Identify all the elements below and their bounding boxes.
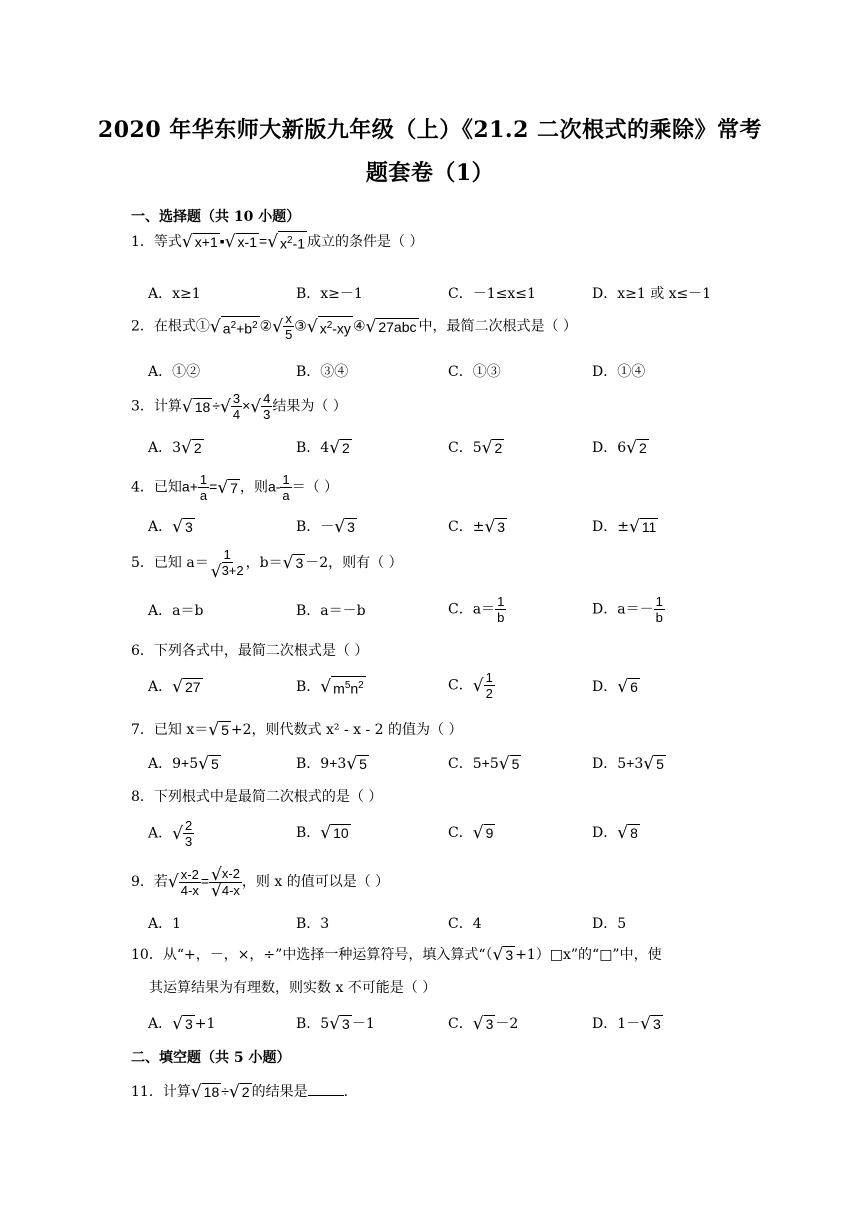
question-5: 5．已知 a＝ $\frac{1}{√3+2}$ ，b＝√ 3 －2，则有（ ） [131, 547, 403, 582]
q6-option-b[interactable]: B．√ $m^5n^2$ [296, 677, 364, 697]
question-4: 4．已知a+ $\frac{1}{a}$ =√ 7 ，则a- $\frac{1}{a}$ ＝（ ） [131, 472, 339, 503]
q9-option-d[interactable]: D．5 [592, 916, 627, 932]
question-1: 1．等式√ x+1 ▪√ x-1 =√ $x^2-1$ 成立的条件是（ ） [131, 232, 424, 252]
q10-option-c[interactable]: C．√ 3 －2 [448, 1014, 519, 1034]
page-title-line1: 2020 年华东师大新版九年级（上）《21.2 二次根式的乘除》常考 [97, 117, 763, 143]
q8-option-c[interactable]: C．√ 9 [448, 823, 494, 843]
q6-option-d[interactable]: D．√ 6 [592, 677, 638, 697]
question-10-line1: 10．从“+，－，×，÷”中选择一种运算符号，填入算式“（√ 3 +1）□x”的“□”中，使 [131, 945, 662, 965]
question-6: 6．下列各式中，最简二次根式是（ ） [131, 643, 369, 659]
q7-option-b[interactable]: B．9+3√ 5 [296, 754, 367, 774]
q10-option-b[interactable]: B．5√ 3 －1 [296, 1014, 375, 1034]
q8-option-b[interactable]: B．√ 10 [296, 823, 349, 843]
q9-option-a[interactable]: A．1 [148, 916, 182, 932]
answer-blank[interactable] [308, 1081, 344, 1096]
q9-option-c[interactable]: C．4 [448, 916, 482, 932]
question-8: 8．下列根式中是最简二次根式的是（ ） [131, 789, 383, 805]
q8-option-d[interactable]: D．√ 8 [592, 823, 638, 843]
q5-option-b[interactable]: B．a＝－b [296, 603, 366, 619]
q3-option-b[interactable]: B．4√ 2 [296, 438, 350, 458]
q10-option-d[interactable]: D．1－√ 3 [592, 1014, 661, 1034]
q3-option-c[interactable]: C．5√ 2 [448, 438, 503, 458]
q7-option-d[interactable]: D．5+3√ 5 [592, 754, 664, 774]
question-7: 7．已知 x＝√ 5 +2，则代数式 x² - x - 2 的值为（ ） [131, 720, 463, 740]
q2-option-d[interactable]: D．①④ [592, 364, 646, 380]
question-3: 3．计算√ 18 ÷√ $\frac{3}{4}$ ×√ $\frac{4}{3}$ 结果为（ ） [131, 391, 347, 422]
q1-option-c[interactable]: C．－1≤x≤1 [448, 286, 536, 302]
q3-option-a[interactable]: A．3√ 2 [148, 438, 202, 458]
q9-option-b[interactable]: B．3 [296, 916, 330, 932]
section-heading-fill: 二、填空题（共 5 小题） [131, 1050, 291, 1066]
q7-option-a[interactable]: A．9+5√ 5 [148, 754, 219, 774]
question-11: 11．计算√ 18 ÷√ 2 的结果是 . [131, 1082, 349, 1102]
q4-option-c[interactable]: C．±√ 3 [448, 517, 506, 537]
q2-option-b[interactable]: B．③④ [296, 364, 349, 380]
q2-option-c[interactable]: C．①③ [448, 364, 501, 380]
q1-option-d[interactable]: D．x≥1 或 x≤－1 [592, 286, 712, 302]
q5-option-a[interactable]: A．a＝b [148, 603, 204, 619]
q4-option-d[interactable]: D．±√ 11 [592, 517, 657, 537]
q2-option-a[interactable]: A．①② [148, 364, 201, 380]
page-title-line2: 题套卷（1） [365, 160, 495, 186]
q1-option-a[interactable]: A．x≥1 [148, 286, 201, 302]
q7-option-c[interactable]: C．5+5√ 5 [448, 754, 520, 774]
section-heading-choice: 一、选择题（共 10 小题） [131, 209, 301, 225]
question-10-line2: 其运算结果为有理数，则实数 x 不可能是（ ） [149, 980, 437, 996]
q4-option-a[interactable]: A．√ 3 [148, 517, 193, 537]
q6-option-a[interactable]: A．√ 27 [148, 677, 201, 697]
q4-option-b[interactable]: B．－√ 3 [296, 517, 355, 537]
q5-option-d[interactable]: D．a＝－ $\frac{1}{b}$ [592, 594, 663, 625]
q3-option-d[interactable]: D．6√ 2 [592, 438, 647, 458]
question-2: 2．在根式①√ $a^2+b^2$ ②√ $\frac{x}{5}$ ③√ $x^2-xy$ ④√ 27abc 中，最简二次根式是（ ） [131, 311, 577, 342]
q10-option-a[interactable]: A．√ 3 +1 [148, 1014, 216, 1034]
question-9: 9．若√ $\frac{x-2}{4-x}$ = $\frac{√x-2}{√4-x}$ ，则 x 的值可以是（ ） [131, 864, 390, 902]
q6-option-c[interactable]: C．√ $\frac{1}{2}$ [448, 670, 493, 701]
q5-option-c[interactable]: C．a＝ $\frac{1}{b}$ [448, 594, 505, 625]
q8-option-a[interactable]: A．√ $\frac{2}{3}$ [148, 818, 193, 849]
q1-option-b[interactable]: B．x≥－1 [296, 286, 363, 302]
